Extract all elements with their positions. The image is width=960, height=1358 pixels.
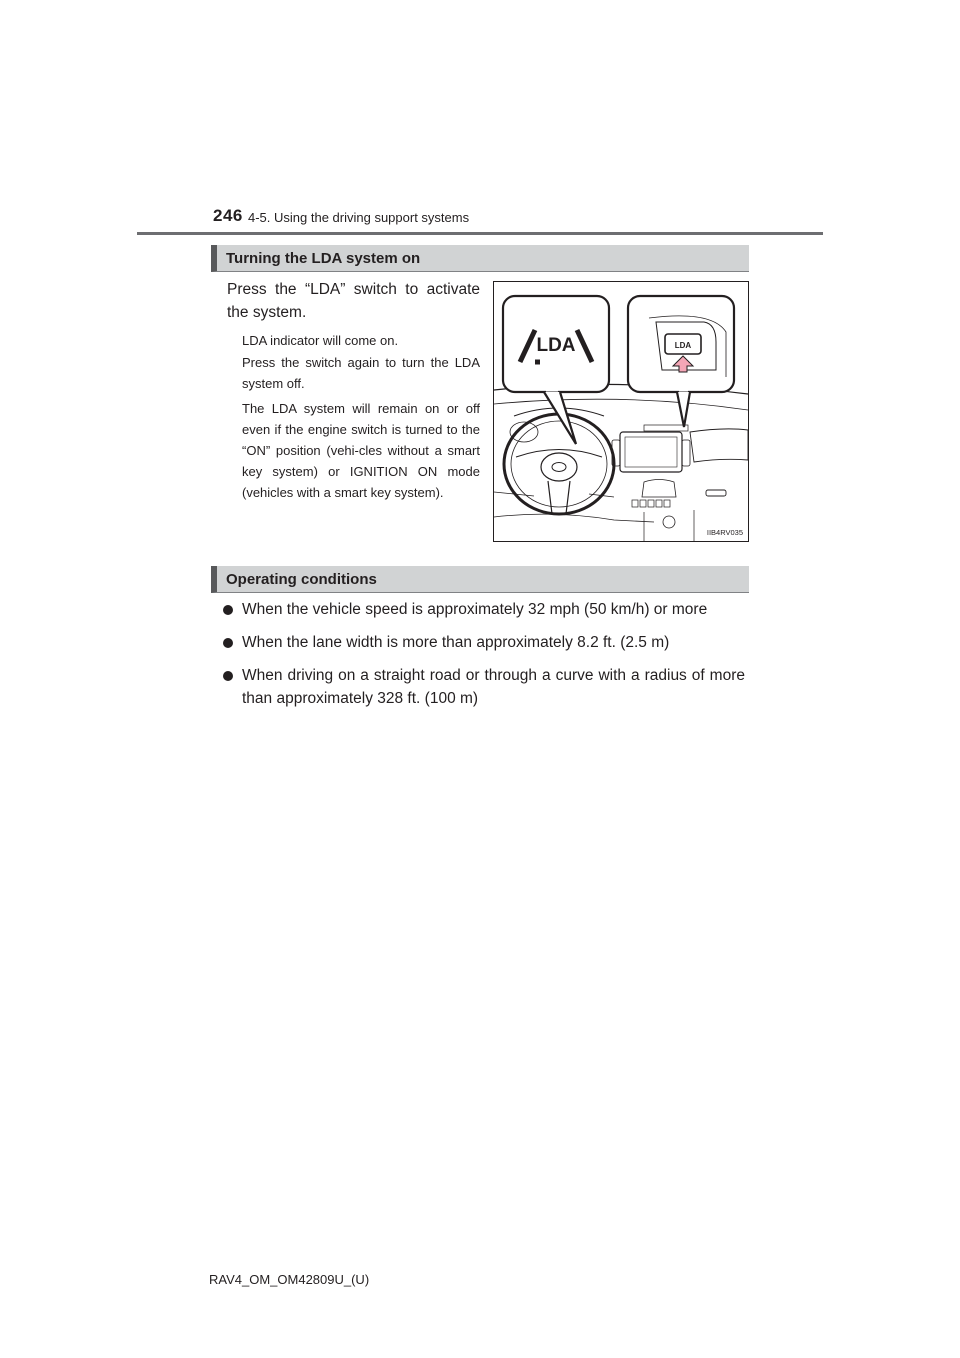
lda-indicator-label: LDA (536, 335, 576, 356)
chapter-title: 4-5. Using the driving support systems (248, 210, 470, 225)
figure-code: IIB4RV035 (706, 528, 743, 537)
list-item (223, 631, 745, 654)
condition-text: When the lane width is more than approximately 8.2 ft. (2.5 m) (242, 634, 670, 651)
list-item (223, 598, 745, 621)
lda-switch-label: LDA (674, 341, 692, 350)
bullet-icon (223, 605, 233, 615)
instruction-text: Press the “LDA” switch to activate the system. (227, 281, 480, 321)
section-heading-operating-conditions: Operating conditions (211, 566, 749, 593)
condition-text: When the vehicle speed is approximately 32 mph (50 km/h) or more (242, 601, 708, 618)
dashboard-illustration (494, 282, 748, 541)
section-heading-turning-on: Turning the LDA system on (211, 245, 749, 272)
condition-text: When driving on a straight road or through a curve with a radius of more than approximately 328 ft. (100 m) (242, 667, 745, 707)
list-item (223, 664, 745, 710)
note-indicator: LDA indicator will come on. (242, 333, 399, 348)
document-code: RAV4_OM_OM42809U_(U) (209, 1272, 370, 1287)
dashboard-figure (493, 281, 749, 542)
bullet-icon (223, 671, 233, 681)
conditions-list (223, 598, 745, 720)
note-engine-switch: The LDA system will remain on or off even if the engine switch is turned to the “ON” position (vehi-cles without a smart key system) or IGNITION ON mode (vehicles with a smart key system). (242, 401, 480, 500)
page-number: 246 (213, 206, 243, 225)
note-turn-off: Press the switch again to turn the LDA system off. (242, 355, 480, 391)
header-rule (137, 232, 823, 235)
bullet-icon (223, 638, 233, 648)
